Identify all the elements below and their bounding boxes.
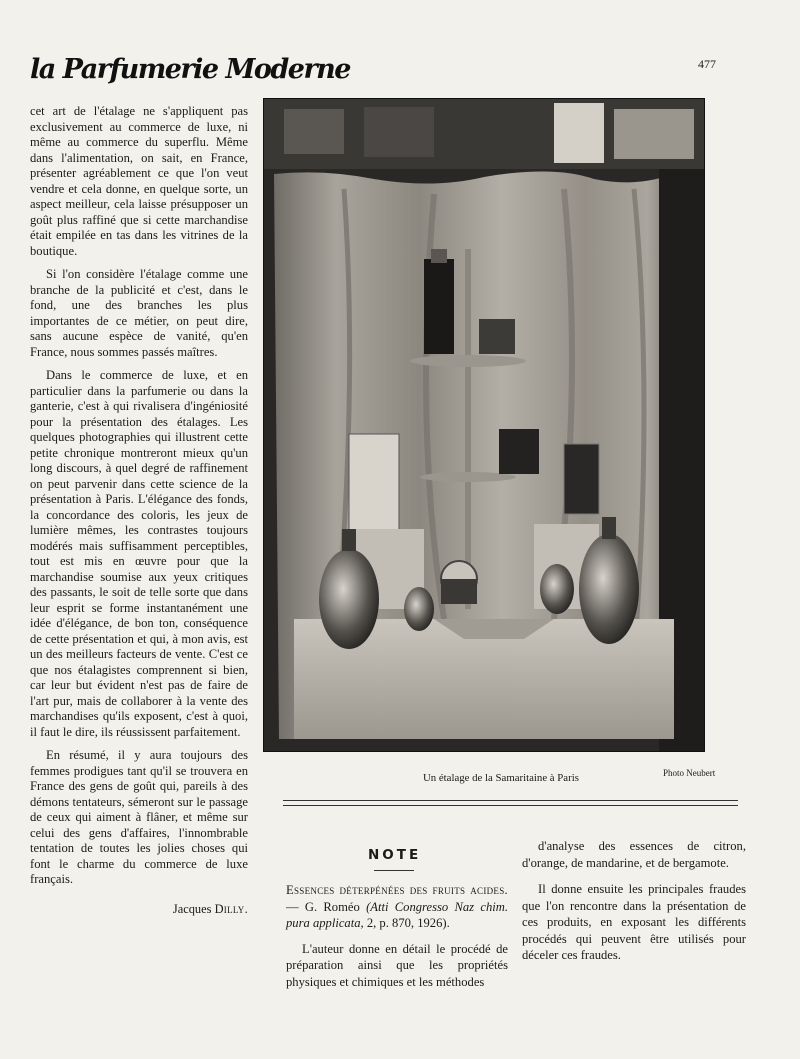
- article-paragraph-1: cet art de l'étalage ne s'appliquent pas exclusivement au commerce de luxe, ni même au commerce du superflu. Même dans l'alimentation, on sait, en France, présenter agréablement ce que l'on veut vendre et cela donne, en quelque sorte, un aspect meilleur, cela laisse présupposer un goût plus raffiné que si cette marchandise était empilée en tas dans les vitrines de la boutique.: [30, 104, 248, 258]
- journal-title: la Parfumerie Moderne: [30, 54, 350, 85]
- section-divider: [283, 800, 738, 801]
- note-paragraph-2: d'analyse des essences de citron, d'orange, de mandarine, et de bergamote.: [522, 839, 746, 870]
- note-citation-source2: chim. pura applicata,: [286, 899, 508, 930]
- article-column: [30, 104, 248, 917]
- section-divider: [283, 805, 738, 806]
- article-signature: [30, 902, 248, 918]
- note-column-right: [522, 838, 746, 974]
- figure-caption: Un étalage de la Samaritaine à Paris: [423, 772, 579, 784]
- author-first-name: Jacques: [172, 901, 212, 916]
- note-citation-details: 2, p. 870, 1926).: [366, 916, 450, 930]
- note-citation-author: — G. Roméo: [286, 899, 360, 914]
- article-paragraph-4: En résumé, il y aura toujours des femmes prodigues tant qu'il se trouvera en France des gens de goût qui, pareils à des démons tentateurs, sémeront sur le passage de ceux qui aiment à flâner, et même sur celui des gens d'affaires, l'innombrable tentation de toutes les jolies choses qui font le charme du commerce de luxe français.: [30, 748, 248, 886]
- photo-credit: Photo Neubert: [663, 768, 716, 778]
- note-citation-source: (Atti Congresso Naz: [366, 899, 475, 914]
- author-last-name: Dilly.: [214, 901, 248, 916]
- article-paragraph-3: Dans le commerce de luxe, et en particulier dans la parfumerie ou dans la ganterie, c'est à qui rivalisera d'ingéniosité pour la présentation des étalages. Les quelques photographies qui illustrent cette petite chronique montreront mieux qu'un long discours, à quel degré de raffinement on peut parvenir dans cette science de la présentation à Paris. L'élégance des fonds, la concordance des coloris, les jeux de lumière mêmes, les contrastes toujours modérés mais suffisamment perceptibles, tout est mis en œuvre pour que la marchandise soumise aux yeux critiques des passants, le soit de telle sorte que dans leur esprit se forme instantanément une idée d'élégance, de bon ton, conséquence de cette présentation et qui, à mon avis, est un des meilleurs facteurs de vente. C'est ce que nos étalagistes comprennent si bien, car leur but évident n'est pas de faire de l'art pur, mais de collaborer à la vente des marchandises qu'ils exposent, c'est à quoi, il faut le dire, ils réussissent parfaitement.: [30, 368, 248, 739]
- photograph-illustration: [264, 99, 704, 751]
- note-column-left: [286, 882, 508, 999]
- page-number: 477: [698, 57, 716, 71]
- shop-window-photograph: [263, 98, 705, 752]
- article-paragraph-2: Si l'on considère l'étalage comme une branche de la publicité et c'est, dans le fond, une des branches les plus importantes de ce métier, on peut dire, sans aucune espèce de vanité, qu'en France, nous sommes passés maîtres.: [30, 267, 248, 359]
- note-heading: Essences déterpénées des fruits acides.: [286, 883, 508, 897]
- note-title: NOTE: [368, 847, 422, 863]
- note-paragraph-1: L'auteur donne en détail le procédé de préparation ainsi que les propriétés physiques et chimiques et les méthodes: [286, 941, 508, 989]
- note-citation: [286, 882, 508, 932]
- note-paragraph-3: Il donne ensuite les principales fraudes que l'on rencontre dans la présentation de ces produits, en exposant les différents procédés qui peuvent être utilisés pour déceler ces fraudes.: [522, 882, 746, 962]
- note-title-underline: [374, 870, 414, 871]
